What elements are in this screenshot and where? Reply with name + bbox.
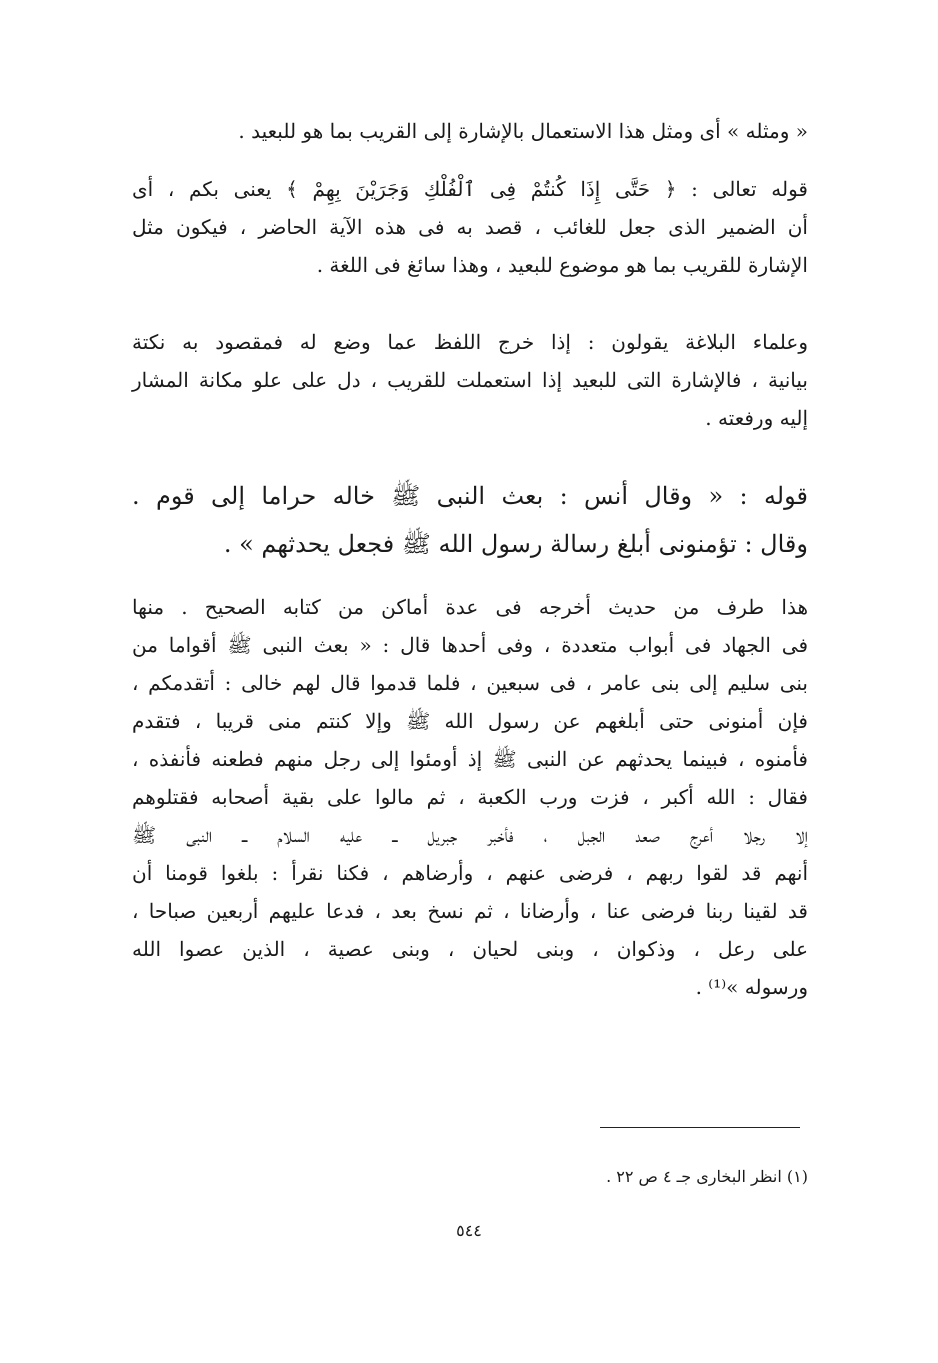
text-line: بنى سليم إلى بنى عامر ، فى سبعين ، فلما قدموا قال لهم خالى : أتقدمكم ، — [132, 671, 808, 695]
text-line: فى الجهاد فى أبواب متعددة ، وفى أحدها قال : « بعث النبى ﷺ أقواما من — [132, 633, 808, 657]
paragraph-3 — [132, 323, 808, 437]
text-line: فإن أمنونى حتى أبلغهم عن رسول الله ﷺ وإلا كنتم منى قريبا ، فتقدم — [132, 709, 808, 733]
footnote: (١) انظر البخارى جـ ٤ ص ٢٢ . — [606, 1167, 808, 1186]
text-line: وقال : تؤمنونى أبلغ رسالة رسول الله ﷺ فجعل يحدثهم » . — [223, 530, 808, 558]
text-line: ورسوله »⁽¹⁾ . — [695, 975, 808, 999]
text-line: قوله : « وقال أنس : بعث النبى ﷺ خاله حراما إلى قوم . — [132, 482, 808, 510]
page-number: ٥٤٤ — [456, 1221, 482, 1240]
text-line: فأمنوه ، فبينما يحدثهم عن النبى ﷺ إذ أومئوا إلى رجل منهم فطعنه فأنفذه ، — [132, 747, 808, 771]
text-line: قد لقينا ربنا فرضى عنا ، وأرضانا ، ثم نسخ بعد ، فدعا عليهم أربعين صباحا ، — [132, 899, 808, 923]
text-line: الإشارة للقريب بما هو موضوع للبعيد ، وهذا سائغ فى اللغة . — [316, 253, 808, 277]
text-line: على رعل ، وذكوان ، وبنى لحيان ، وبنى عصية ، الذين عصوا الله — [132, 937, 809, 961]
paragraph-1 — [132, 112, 808, 150]
paragraph-2 — [132, 170, 808, 284]
quoted-text — [132, 472, 808, 568]
text-line: وعلماء البلاغة يقولون : إذا خرج اللفظ عما وضع له فمقصود به نكتة — [132, 330, 808, 354]
text-line: إلا رجلا أعرج صعد الجبل ، فأخبر جبريل ــ عليه السلام ــ النبى ﷺ — [132, 823, 809, 847]
text-line: فقال : الله أكبر ، فزت ورب الكعبة ، ثم مالوا على بقية أصحابه فقتلوهم — [132, 785, 808, 809]
text-line: « ومثله » أى ومثل هذا الاستعمال بالإشارة إلى القريب بما هو للبعيد . — [238, 119, 808, 143]
text-line: بيانية ، فالإشارة التى للبعيد إذا استعملت للقريب ، دل على علو مكانة المشار — [132, 368, 808, 392]
text-line: هذا طرف من حديث أخرجه فى عدة أماكن من كتابه الصحيح . منها — [132, 595, 808, 619]
text-line: أنهم قد لقوا ربهم ، فرضى عنهم ، وأرضاهم ، فكنا نقرأ : بلغوا قومنا أن — [132, 861, 808, 885]
text-line: إليه ورفعته . — [705, 406, 808, 430]
text-line: أن الضمير الذى جعل للغائب ، قصد به فى هذه الآية الحاضر ، فيكون مثل — [132, 215, 808, 239]
text-line: قوله تعالى : ﴿ حَتَّى إِذَا كُنتُمْ فِى ٱلْفُلْكِ وَجَرَيْنَ بِهِمْ ﴾ يعنى بكم ، أى — [132, 177, 808, 201]
footnote-divider — [600, 1127, 800, 1128]
paragraph-5 — [132, 588, 808, 1006]
